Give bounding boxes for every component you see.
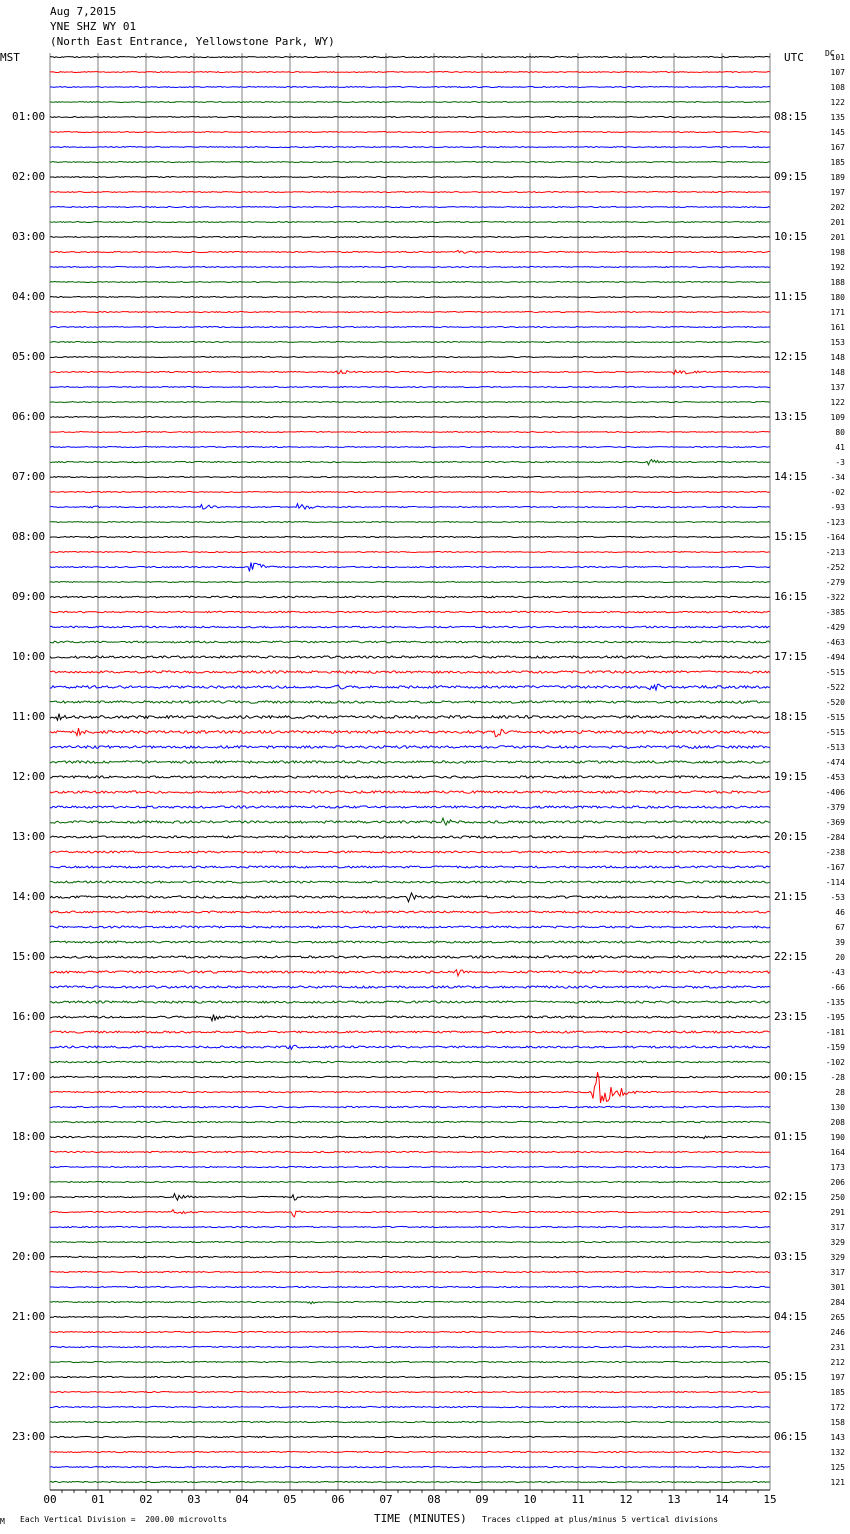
trace-row [50,1001,770,1003]
dc-offset-label: 125 [830,1463,845,1472]
trace-row [50,911,770,913]
utc-hour-label: 20:15 [774,830,808,843]
x-tick-label: 11 [571,1493,585,1506]
clip-note: Traces clipped at plus/minus 5 vertical divisions [482,1515,719,1524]
trace-row [50,1015,770,1021]
dc-offset-label: -43 [830,968,845,977]
dc-offset-label: -494 [825,653,845,662]
dc-offset-label: -522 [825,683,845,692]
utc-hour-label: 23:15 [774,1010,808,1023]
trace-row [50,1406,770,1407]
mst-hour-label: 17:00 [12,1070,46,1083]
utc-hour-label: 11:15 [774,290,808,303]
trace-row [50,357,770,358]
dc-offset-label: 189 [830,173,845,182]
trace-row [50,250,770,253]
trace-row [50,1241,770,1242]
x-tick-label: 08 [427,1493,441,1506]
dc-offset-label: 130 [830,1103,845,1112]
dc-offset-label: -53 [830,893,845,902]
utc-hour-label: 04:15 [774,1310,808,1323]
dc-offset-label: 137 [830,383,845,392]
trace-row [50,761,770,763]
dc-offset-label: -135 [825,998,845,1007]
trace-row [50,492,770,493]
dc-offset-label: 329 [830,1253,845,1262]
dc-offset-label: -429 [825,623,845,632]
trace-row [50,941,770,943]
x-tick-label: 13 [667,1493,681,1506]
trace-row [50,1286,770,1287]
dc-offset-label: 201 [830,218,845,227]
mst-hour-label: 19:00 [12,1190,46,1203]
trace-row [50,56,770,57]
station-location: (North East Entrance, Yellowstone Park, WY) [50,35,335,48]
dc-offset-label: -28 [830,1073,845,1082]
mst-hour-label: 09:00 [12,590,46,603]
trace-row [50,1061,770,1063]
dc-offset-label: 101 [830,53,845,62]
dc-offset-label: -515 [825,713,845,722]
trace-row [50,818,770,825]
dc-offset-label: -93 [830,503,845,512]
trace-row [50,342,770,343]
dc-offset-label: 135 [830,113,845,122]
dc-offset-label: -3 [835,458,845,467]
dc-offset-label: 167 [830,143,845,152]
trace-row [50,1256,770,1257]
trace-row [50,1121,770,1122]
mst-hour-label: 07:00 [12,470,46,483]
trace-row [50,117,770,118]
dc-offset-label: -114 [825,878,845,887]
dc-offset-label: 143 [830,1433,845,1442]
dc-offset-label: -322 [825,593,845,602]
trace-row [50,684,770,690]
dc-offset-label: 107 [830,68,845,77]
dc-offset-label: 208 [830,1118,845,1127]
dc-offset-label: 190 [830,1133,845,1142]
vertical-division-note: Each Vertical Division = 200.00 microvolts [20,1515,228,1524]
trace-row [50,432,770,433]
x-tick-label: 02 [139,1493,153,1506]
dc-offset-label: 197 [830,188,845,197]
trace-row [50,866,770,868]
dc-offset-label: -159 [825,1043,845,1052]
trace-row [50,956,770,958]
dc-offset-label: 80 [835,428,845,437]
mst-hour-label: 12:00 [12,770,46,783]
x-tick-label: 05 [283,1493,297,1506]
trace-row [50,87,770,88]
trace-row [50,312,770,313]
trace-row [50,1376,770,1377]
mst-hour-label: 08:00 [12,530,46,543]
dc-offset-label: -463 [825,638,845,647]
mst-hour-label: 23:00 [12,1430,46,1443]
dc-offset-label: 153 [830,338,845,347]
utc-hour-label: 03:15 [774,1250,808,1263]
dc-offset-label: -213 [825,548,845,557]
dc-offset-label: -406 [825,788,845,797]
mst-hour-label: 14:00 [12,890,46,903]
trace-row [50,222,770,223]
dc-offset-label: 171 [830,308,845,317]
dc-offset-label: 20 [835,953,845,962]
trace-row [50,1421,770,1422]
dc-offset-label: 41 [835,443,845,452]
trace-row [50,177,770,178]
trace-row [50,881,770,883]
trace-row [50,1391,770,1392]
trace-row [50,562,770,571]
utc-hour-label: 10:15 [774,230,808,243]
dc-offset-label: -66 [830,983,845,992]
trace-row [50,327,770,328]
trace-row [50,1466,770,1467]
scale-mark: M [0,1517,5,1526]
dc-offset-label: 188 [830,278,845,287]
dc-offset-label: -453 [825,773,845,782]
trace-row [50,806,770,808]
mst-hour-label: 02:00 [12,170,46,183]
dc-offset-label: 132 [830,1448,845,1457]
dc-offset-label: -34 [830,473,845,482]
mst-hour-label: 13:00 [12,830,46,843]
trace-row [50,1226,770,1227]
utc-hour-label: 16:15 [774,590,808,603]
trace-row [50,1031,770,1033]
trace-row [50,776,770,778]
mst-hour-label: 21:00 [12,1310,46,1323]
dc-offset-label: 108 [830,83,845,92]
mst-hour-label: 18:00 [12,1130,46,1143]
mst-hour-label: 03:00 [12,230,46,243]
trace-row [50,1346,770,1347]
dc-offset-label: 206 [830,1178,845,1187]
trace-row [50,1076,770,1077]
trace-row [50,582,770,583]
trace-row [50,851,770,853]
dc-offset-label: 122 [830,398,845,407]
dc-offset-label: -279 [825,578,845,587]
dc-offset-label: 172 [830,1403,845,1412]
dc-offset-label: -164 [825,533,845,542]
dc-offset-label: 164 [830,1148,845,1157]
mst-hour-label: 20:00 [12,1250,46,1263]
trace-row [50,1331,770,1332]
trace-row [50,926,770,928]
dc-offset-label: -520 [825,698,845,707]
dc-offset-label: -195 [825,1013,845,1022]
dc-offset-label: 284 [830,1298,845,1307]
dc-offset-label: 201 [830,233,845,242]
dc-offset-label: 197 [830,1373,845,1382]
trace-row [50,536,770,537]
dc-offset-label: 121 [830,1478,845,1487]
utc-hour-label: 13:15 [774,410,808,423]
x-tick-label: 07 [379,1493,393,1506]
trace-row [50,1151,770,1152]
utc-hour-label: 01:15 [774,1130,808,1143]
utc-hour-label: 14:15 [774,470,808,483]
trace-row [50,1316,770,1317]
utc-hour-label: 12:15 [774,350,808,363]
x-tick-label: 00 [43,1493,57,1506]
dc-offset-label: 317 [830,1223,845,1232]
dc-offset-label: 173 [830,1163,845,1172]
x-tick-label: 12 [619,1493,633,1506]
dc-offset-label: -369 [825,818,845,827]
trace-row [50,671,770,673]
mst-hour-label: 15:00 [12,950,46,963]
dc-offset-label: 202 [830,203,845,212]
trace-row [50,72,770,73]
utc-hour-label: 19:15 [774,770,808,783]
trace-row [50,387,770,388]
dc-offset-label: 185 [830,158,845,167]
dc-offset-label: 192 [830,263,845,272]
trace-row [50,522,770,523]
trace-row [50,1194,770,1200]
dc-offset-label: 317 [830,1268,845,1277]
dc-offset-label: 246 [830,1328,845,1337]
trace-row [50,701,770,703]
trace-row [50,237,770,238]
utc-hour-label: 09:15 [774,170,808,183]
mst-hour-label: 22:00 [12,1370,46,1383]
utc-hour-label: 15:15 [774,530,808,543]
trace-row [50,192,770,193]
trace-row [50,132,770,133]
dc-offset-label: -02 [830,488,845,497]
mst-hour-label: 16:00 [12,1010,46,1023]
trace-row [50,1481,770,1482]
trace-row [50,459,770,464]
x-tick-label: 15 [763,1493,777,1506]
trace-row [50,552,770,553]
trace-row [50,1436,770,1437]
utc-hour-label: 02:15 [774,1190,808,1203]
station-code: YNE SHZ WY 01 [50,20,137,33]
utc-hour-label: 05:15 [774,1370,808,1383]
trace-row [50,1271,770,1272]
dc-offset-label: 231 [830,1343,845,1352]
dc-offset-label: 198 [830,248,845,257]
trace-row [50,282,770,283]
utc-hour-label: 18:15 [774,710,808,723]
trace-row [50,746,770,749]
dc-offset-label: 67 [835,923,845,932]
trace-row [50,596,770,598]
x-tick-label: 01 [91,1493,105,1506]
dc-offset-label: -181 [825,1028,845,1037]
trace-row [50,641,770,643]
dc-offset-label: -385 [825,608,845,617]
trace-row [50,504,770,509]
dc-offset-label: 39 [835,938,845,947]
trace-row [50,162,770,163]
utc-hour-label: 00:15 [774,1070,808,1083]
x-tick-label: 04 [235,1493,249,1506]
dc-offset-label: 329 [830,1238,845,1247]
dc-offset-label: 185 [830,1388,845,1397]
mst-hour-label: 06:00 [12,410,46,423]
dc-offset-label: 250 [830,1193,845,1202]
trace-row [50,147,770,148]
trace-row [50,297,770,298]
dc-offset-label: 180 [830,293,845,302]
dc-offset-label: -238 [825,848,845,857]
mst-hour-label: 11:00 [12,710,46,723]
trace-row [50,1301,770,1303]
dc-label: DC [825,49,835,58]
utc-hour-label: 06:15 [774,1430,808,1443]
dc-offset-label: 212 [830,1358,845,1367]
trace-row [50,267,770,268]
dc-offset-label: 291 [830,1208,845,1217]
dc-offset-label: -123 [825,518,845,527]
dc-offset-label: -284 [825,833,845,842]
dc-offset-label: 148 [830,353,845,362]
trace-row [50,102,770,103]
mst-hour-label: 10:00 [12,650,46,663]
trace-row [50,626,770,628]
mst-hour-label: 04:00 [12,290,46,303]
dc-offset-label: -513 [825,743,845,752]
dc-offset-label: -515 [825,668,845,677]
trace-row [50,1361,770,1362]
mst-hour-label: 05:00 [12,350,46,363]
x-tick-label: 14 [715,1493,729,1506]
trace-row [50,836,770,838]
utc-hour-label: 21:15 [774,890,808,903]
trace-row [50,1045,770,1049]
trace-row [50,402,770,403]
dc-offset-label: 145 [830,128,845,137]
mst-axis-label: MST [0,51,20,64]
x-tick-label: 10 [523,1493,537,1506]
trace-row [50,477,770,478]
trace-row [50,207,770,208]
trace-row [50,1166,770,1167]
utc-axis-label: UTC [784,51,804,64]
dc-offset-label: -102 [825,1058,845,1067]
trace-row [50,714,770,721]
trace-row [50,1210,770,1217]
dc-offset-label: 158 [830,1418,845,1427]
x-tick-label: 03 [187,1493,201,1506]
dc-offset-label: -379 [825,803,845,812]
trace-row [50,447,770,448]
dc-offset-label: 161 [830,323,845,332]
record-date: Aug 7,2015 [50,5,117,18]
utc-hour-label: 08:15 [774,110,808,123]
dc-offset-label: 148 [830,368,845,377]
trace-row [50,611,770,613]
trace-row [50,728,770,737]
dc-offset-label: 122 [830,98,845,107]
trace-row [50,1451,770,1452]
x-axis-title: TIME (MINUTES) [374,1512,467,1525]
mst-hour-label: 01:00 [12,110,46,123]
trace-row [50,970,770,976]
dc-offset-label: -167 [825,863,845,872]
utc-hour-label: 22:15 [774,950,808,963]
dc-offset-label: 109 [830,413,845,422]
trace-row [50,656,770,658]
trace-row [50,986,770,988]
x-tick-label: 09 [475,1493,489,1506]
dc-offset-label: -252 [825,563,845,572]
dc-offset-label: 265 [830,1313,845,1322]
trace-row [50,893,770,902]
dc-offset-label: 301 [830,1283,845,1292]
dc-offset-label: 28 [835,1088,845,1097]
trace-row [50,1106,770,1107]
trace-row [50,1181,770,1182]
trace-row [50,791,770,793]
utc-hour-label: 17:15 [774,650,808,663]
trace-row [50,1136,770,1139]
trace-row [50,417,770,418]
dc-offset-label: 46 [835,908,845,917]
x-tick-label: 06 [331,1493,345,1506]
dc-offset-label: -515 [825,728,845,737]
trace-row [50,370,770,374]
dc-offset-label: -474 [825,758,845,767]
